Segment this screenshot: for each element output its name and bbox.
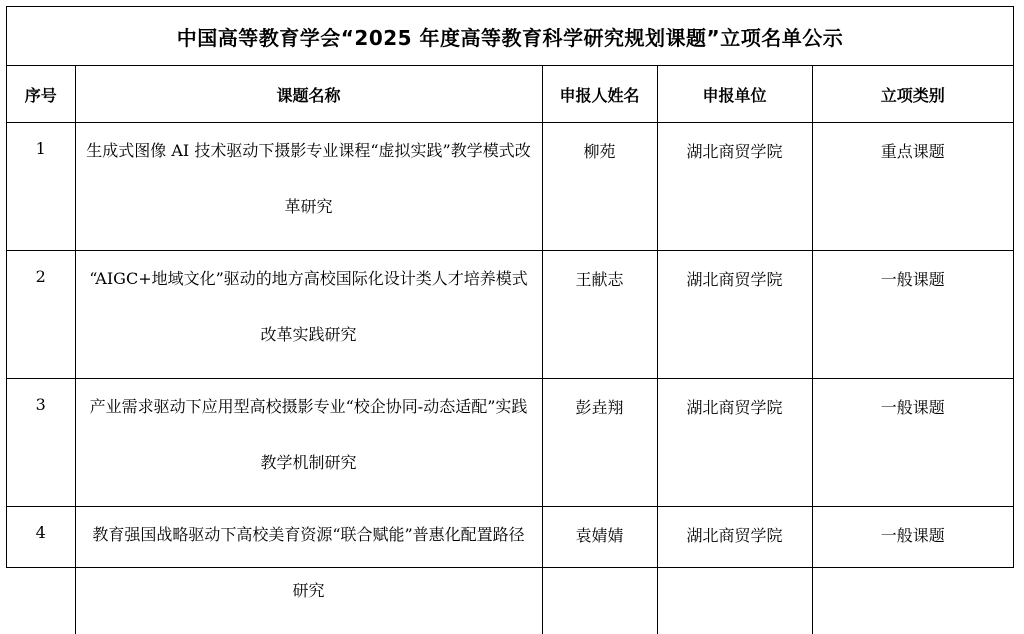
applicant-name: 袁婧婧 <box>542 507 657 634</box>
document-title: 中国高等教育学会“2025 年度高等教育科学研究规划课题”立项名单公示 <box>7 7 1013 66</box>
applicant-unit: 湖北商贸学院 <box>657 123 812 251</box>
project-category: 一般课题 <box>812 251 1013 379</box>
table-row <box>7 123 1013 251</box>
project-list-document <box>6 6 1014 568</box>
column-header-category: 立项类别 <box>812 66 1013 123</box>
project-category: 重点课题 <box>812 123 1013 251</box>
row-number: 4 <box>7 507 75 634</box>
applicant-unit: 湖北商贸学院 <box>657 379 812 507</box>
column-header-project-title: 课题名称 <box>75 66 542 123</box>
row-number: 1 <box>7 123 75 251</box>
project-title: 产业需求驱动下应用型高校摄影专业“校企协同-动态适配”实践教学机制研究 <box>75 379 542 507</box>
project-title: “AIGC+地域文化”驱动的地方高校国际化设计类人才培养模式改革实践研究 <box>75 251 542 379</box>
project-title: 生成式图像 AI 技术驱动下摄影专业课程“虚拟实践”教学模式改革研究 <box>75 123 542 251</box>
column-header-unit: 申报单位 <box>657 66 812 123</box>
project-category: 一般课题 <box>812 379 1013 507</box>
row-number: 3 <box>7 379 75 507</box>
project-category: 一般课题 <box>812 507 1013 634</box>
column-header-number: 序号 <box>7 66 75 123</box>
table-row <box>7 251 1013 379</box>
row-number: 2 <box>7 251 75 379</box>
applicant-name: 柳苑 <box>542 123 657 251</box>
applicant-unit: 湖北商贸学院 <box>657 251 812 379</box>
applicant-unit: 湖北商贸学院 <box>657 507 812 634</box>
table-header-row <box>7 66 1013 123</box>
table-row <box>7 379 1013 507</box>
project-table <box>7 66 1013 634</box>
table-row <box>7 507 1013 634</box>
project-title: 教育强国战略驱动下高校美育资源“联合赋能”普惠化配置路径研究 <box>75 507 542 634</box>
applicant-name: 王献志 <box>542 251 657 379</box>
applicant-name: 彭垚翔 <box>542 379 657 507</box>
column-header-applicant: 申报人姓名 <box>542 66 657 123</box>
